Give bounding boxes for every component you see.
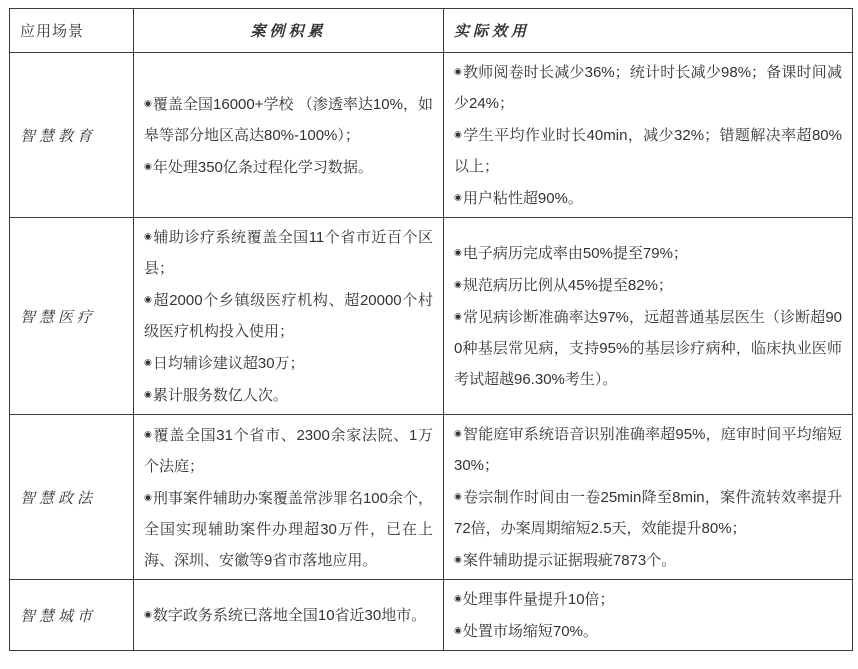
bullet-item: ◉超2000个乡镇级医疗机构、超20000个村级医疗机构投入使用； xyxy=(144,292,433,340)
table-row xyxy=(10,53,853,218)
circle-bullet-icon: ◉ xyxy=(454,311,462,321)
scenario-cell xyxy=(10,53,134,218)
circle-bullet-icon: ◉ xyxy=(144,491,152,502)
circle-bullet-icon: ◉ xyxy=(144,231,153,241)
cases-cell xyxy=(134,415,444,580)
circle-bullet-icon: ◉ xyxy=(454,593,462,603)
table-row xyxy=(10,218,853,415)
bullet-item: ◉常见病诊断准确率达97%，远超普通基层医生（诊断超900种基层常见病，支持95%的基层诊疗病种，临床执业医师考试超越96.30%考生）。 xyxy=(454,309,842,388)
table-row xyxy=(10,580,853,651)
bullet-item: ◉案件辅助提示证据瑕疵7873个。 xyxy=(454,552,677,569)
circle-bullet-icon: ◉ xyxy=(454,192,462,202)
bullet-item: ◉累计服务数亿人次。 xyxy=(144,387,288,404)
header-application-scenario: 应用场景 xyxy=(10,9,134,53)
effects-cell xyxy=(444,415,853,580)
circle-bullet-icon: ◉ xyxy=(454,625,462,635)
effects-cell xyxy=(444,53,853,218)
header-row xyxy=(10,9,853,53)
scenario-cell xyxy=(10,415,134,580)
header-actual-effect: 实际效用 xyxy=(444,9,853,53)
circle-bullet-icon: ◉ xyxy=(454,66,463,76)
bullet-item: ◉处置市场缩短70%。 xyxy=(454,623,598,640)
circle-bullet-icon: ◉ xyxy=(144,428,153,439)
bullet-item: ◉日均辅诊建议超30万； xyxy=(144,355,305,372)
bullet-item: ◉规范病历比例从45%提至82%； xyxy=(454,277,673,294)
circle-bullet-icon: ◉ xyxy=(454,129,463,139)
circle-bullet-icon: ◉ xyxy=(144,389,152,399)
bullet-item: ◉电子病历完成率由50%提至79%； xyxy=(454,245,688,262)
scenario-label: 智慧城市 xyxy=(20,608,97,625)
circle-bullet-icon: ◉ xyxy=(144,97,152,108)
table-body xyxy=(10,53,853,651)
effects-cell xyxy=(444,218,853,415)
bullet-item: ◉年处理350亿条过程化学习数据。 xyxy=(144,158,373,176)
bullet-item: ◉数字政务系统已落地全国10省近30地市。 xyxy=(144,607,427,624)
bullet-item: ◉刑事案件辅助办案覆盖常涉罪名100余个，全国实现辅助案件办理超30万件，已在上海、深圳、安徽等9省市落地应用。 xyxy=(144,489,433,569)
scenario-cell xyxy=(10,218,134,415)
bullet-item: ◉学生平均作业时长40min，减少32%；错题解决率超80%以上； xyxy=(454,127,842,175)
bullet-item: ◉用户粘性超90%。 xyxy=(454,190,583,207)
bullet-item: ◉辅助诊疗系统覆盖全国11个省市近百个区县； xyxy=(144,229,433,277)
bullet-item: ◉覆盖全国31个省市、2300余家法院、1万个法庭； xyxy=(144,426,433,475)
circle-bullet-icon: ◉ xyxy=(144,160,152,171)
circle-bullet-icon: ◉ xyxy=(454,491,463,501)
circle-bullet-icon: ◉ xyxy=(454,279,462,289)
cases-cell xyxy=(134,580,444,651)
bullet-item: ◉教师阅卷时长减少36%；统计时长减少98%；备课时间减少24%； xyxy=(454,64,843,112)
scenario-cell xyxy=(10,580,134,651)
circle-bullet-icon: ◉ xyxy=(144,294,153,304)
cases-cell xyxy=(134,53,444,218)
scenario-label: 智慧政法 xyxy=(20,490,97,507)
application-scenarios-table xyxy=(9,8,853,651)
bullet-item: ◉卷宗制作时间由一卷25min降至8min，案件流转效率提升72倍，办案周期缩短2.5天，效能提升80%； xyxy=(454,489,842,537)
cases-cell xyxy=(134,218,444,415)
circle-bullet-icon: ◉ xyxy=(144,357,152,367)
circle-bullet-icon: ◉ xyxy=(144,609,152,619)
circle-bullet-icon: ◉ xyxy=(454,428,463,438)
effects-cell xyxy=(444,580,853,651)
scenario-label: 智慧教育 xyxy=(20,128,97,145)
circle-bullet-icon: ◉ xyxy=(454,554,462,564)
scenario-label: 智慧医疗 xyxy=(20,309,97,326)
bullet-item: ◉覆盖全国16000+学校 （渗透率达10%，如皋等部分地区高达80%-100%）； xyxy=(144,95,433,144)
bullet-item: ◉智能庭审系统语音识别准确率超95%，庭审时间平均缩短30%； xyxy=(454,426,842,474)
table-row xyxy=(10,415,853,580)
header-case-accumulation: 案例积累 xyxy=(134,9,444,53)
circle-bullet-icon: ◉ xyxy=(454,247,462,257)
bullet-item: ◉处理事件量提升10倍； xyxy=(454,591,615,608)
